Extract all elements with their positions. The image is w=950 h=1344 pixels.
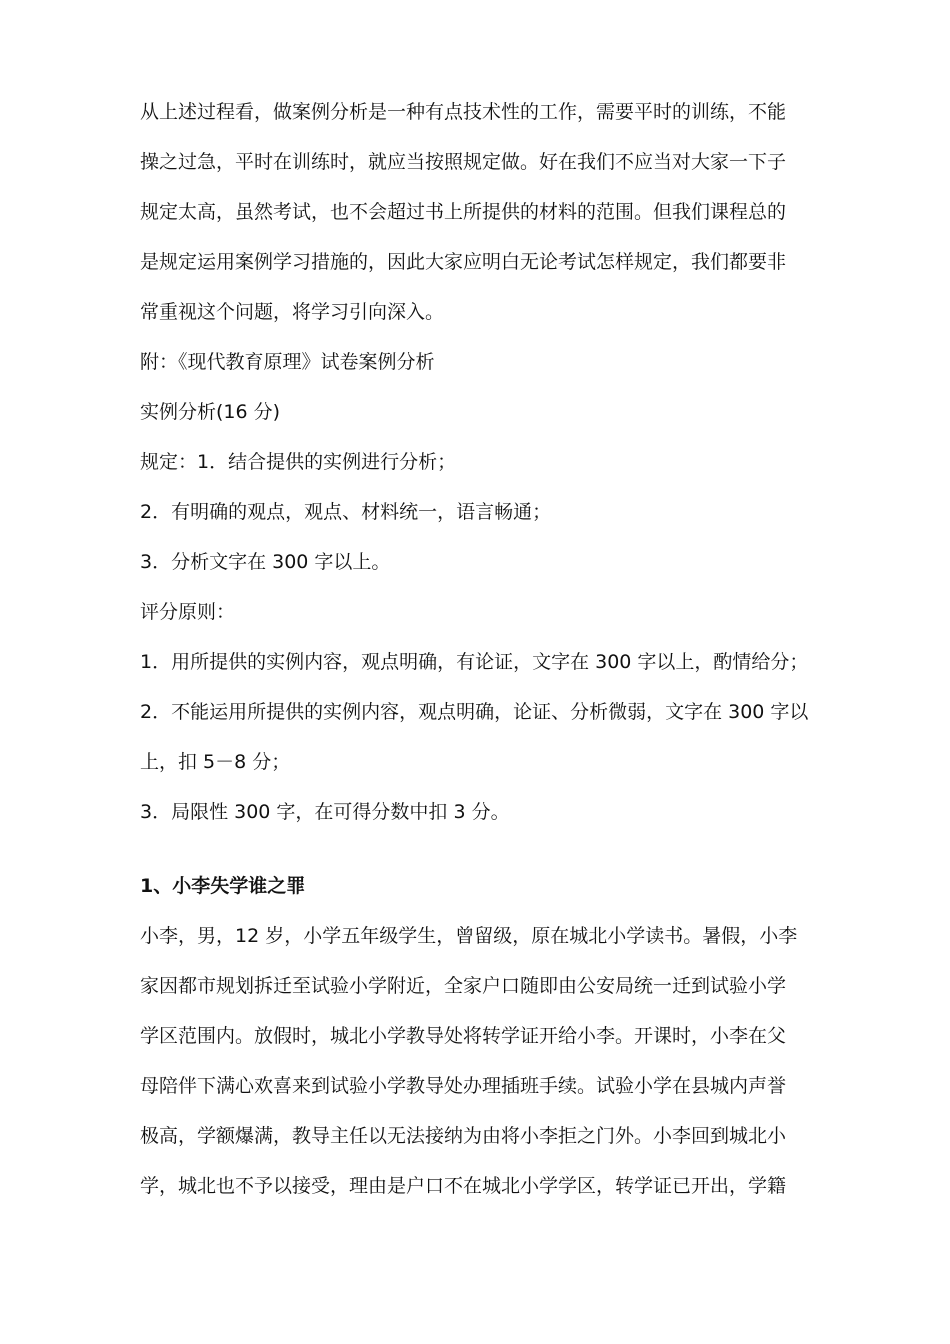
case-line: 小李，男，12 岁，小学五年级学生，曾留级，原在城北小学读书。暑假，小李 [140, 925, 798, 947]
case-line: 学区范围内。放假时，城北小学教导处将转学证开给小李。开课时，小李在父 [140, 1025, 787, 1047]
requirement-line: 3．分析文字在 300 字以上。 [140, 551, 391, 573]
scoring-line: 1．用所提供的实例内容，观点明确，有论证，文字在 300 字以上，酌情给分； [140, 651, 809, 673]
case-line: 极高，学额爆满，教导主任以无法接纳为由将小李拒之门外。小李回到城北小 [140, 1125, 787, 1147]
scoring-line: 2．不能运用所提供的实例内容，观点明确，论证、分析微弱，文字在 300 字以 [140, 701, 809, 723]
intro-line-1: 从上述过程看，做案例分析是一种有点技术性的工作，需要平时的训练，不能 [140, 101, 787, 123]
case-heading: 1、小李失学谁之罪 [140, 875, 306, 897]
intro-line-4: 是规定运用案例学习措施的，因此大家应明白无论考试怎样规定，我们都要非 [140, 251, 787, 273]
requirement-line: 2．有明确的观点，观点、材料统一，语言畅通； [140, 501, 552, 523]
requirement-line: 规定：1．结合提供的实例进行分析； [140, 451, 457, 473]
intro-line-2: 操之过急，平时在训练时，就应当按照规定做。好在我们不应当对大家一下子 [140, 151, 787, 173]
case-line: 学，城北也不予以接受，理由是户口不在城北小学学区，转学证已开出，学籍 [140, 1175, 787, 1197]
intro-line-3: 规定太高，虽然考试，也不会超过书上所提供的材料的范围。但我们课程总的 [140, 201, 787, 223]
intro-line-5: 常重视这个问题，将学习引向深入。 [140, 301, 445, 323]
case-line: 家因都市规划拆迁至试验小学附近，全家户口随即由公安局统一迁到试验小学 [140, 975, 787, 997]
scoring-line: 上，扣 5－8 分； [140, 751, 291, 773]
scoring-line: 3．局限性 300 字，在可得分数中扣 3 分。 [140, 801, 510, 823]
case-line: 母陪伴下满心欢喜来到试验小学教导处办理插班手续。试验小学在县城内声誉 [140, 1075, 787, 1097]
appendix-title: 附：《现代教育原理》试卷案例分析 [140, 351, 435, 373]
scoring-title: 评分原则： [140, 601, 236, 623]
section-title: 实例分析(16 分) [140, 401, 281, 423]
